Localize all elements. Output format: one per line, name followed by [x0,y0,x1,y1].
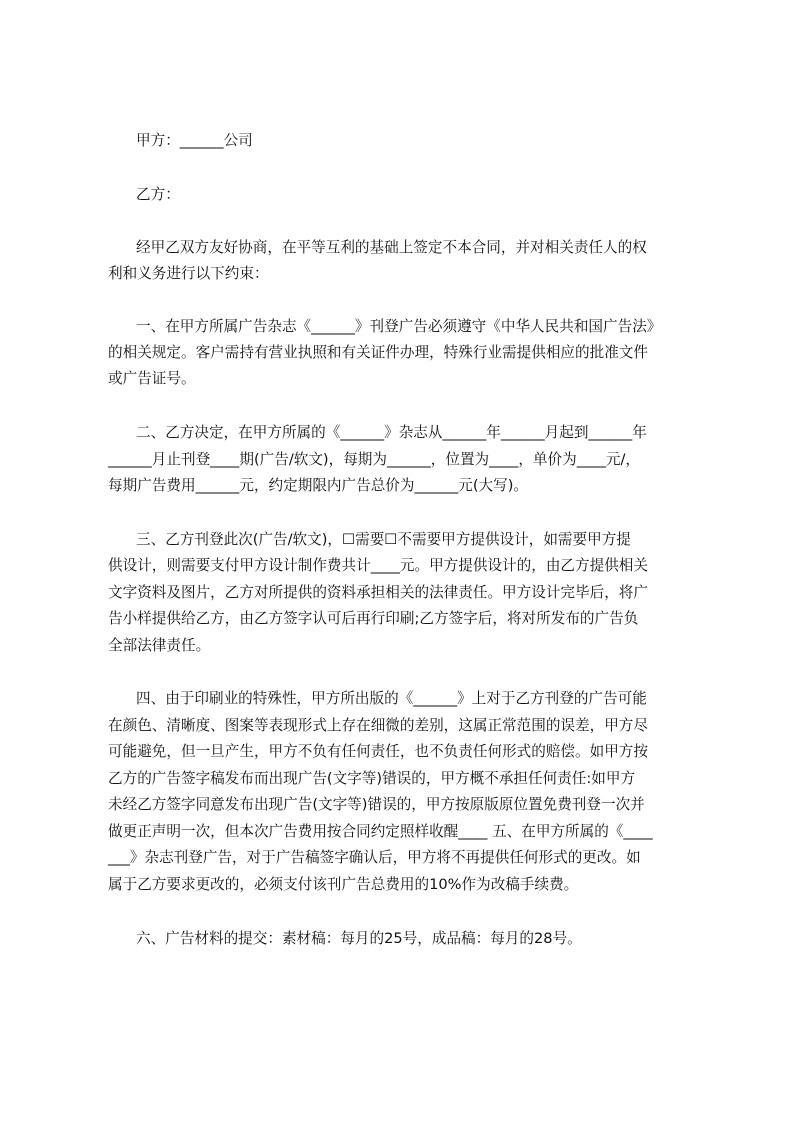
clause3-line-5: 全部法律责任。 [108,637,211,654]
clause4-line-5: 未经乙方签字同意发布出现广告(文字等)错误的，甲方按原版原位置免费刊登一次并 [108,796,645,813]
clause1-line-2: 的相关规定。客户需持有营业执照和有关证件办理，特殊行业需提供相应的批准文件 [108,344,648,361]
clause4-line-4: 乙方的广告签字稿发布而出现广告(文字等)错误的，甲方概不承担任何责任:如甲方 [108,770,636,787]
clause3-line-4: 告小样提供给乙方，由乙方签字认可后再行印刷;乙方签字后，将对所发布的广告负 [108,610,639,627]
clause2-line-1: 二、乙方决定，在甲方所属的《______》杂志从______年______月起到______年 [136,424,647,441]
clause1-line-3: 或广告证号。 [108,370,196,387]
clause3-line-3: 文字资料及图片，乙方对所提供的资料承担相关的法律责任。甲方设计完毕后，将广 [108,584,648,601]
clause4-line-3: 可能避免，但一旦产生，甲方不负有任何责任，也不负责任何形式的赔偿。如甲方按 [108,743,648,760]
clause2-line-2: ______月止刊登____期(广告/软文)，每期为______，位置为____，单价为____元/， [108,451,641,468]
clause3-line-2: 供设计，则需要支付甲方设计制作费共计____元。甲方提供设计的，由乙方提供相关 [108,557,648,574]
party-a-line: 甲方：______公司 [136,132,253,149]
clause1-line-1: 一、在甲方所属广告杂志《______》刊登广告必须遵守《中华人民共和国广告法》 [136,318,662,335]
clause6-line: 六、广告材料的提交：素材稿：每月的25号，成品稿：每月的28号。 [136,930,582,947]
intro-line-1: 经甲乙双方友好协商，在平等互利的基础上签定不本合同，并对相关责任人的权 [136,239,647,256]
clause4-line-7: ___》杂志刊登广告，对于广告稿签字确认后，甲方将不再提供任何形式的更改。如 [108,849,641,866]
party-b-line: 乙方： [136,186,180,203]
clause4-line-8: 属于乙方要求更改的，必须支付该刊广告总费用的10%作为改稿手续费。 [108,876,579,893]
intro-line-2: 利和义务进行以下约束： [108,265,269,282]
clause4-line-2: 在颜色、清晰度、图案等表现形式上存在细微的差别，这属正常范围的误差，甲方尽 [108,717,648,734]
clause2-line-3: 每期广告费用______元，约定期限内广告总价为______元(大写)。 [108,477,529,494]
clause4-line-6: 做更正声明一次，但本次广告费用按合同约定照样收醒____ 五、在甲方所属的《____ [108,823,653,840]
clause3-line-1: 三、乙方刊登此次(广告/软文)，☐需要☐不需要甲方提供设计，如需要甲方提 [136,531,631,548]
clause4-line-1: 四、由于印刷业的特殊性，甲方所出版的《______》上对于乙方刊登的广告可能 [136,690,647,707]
